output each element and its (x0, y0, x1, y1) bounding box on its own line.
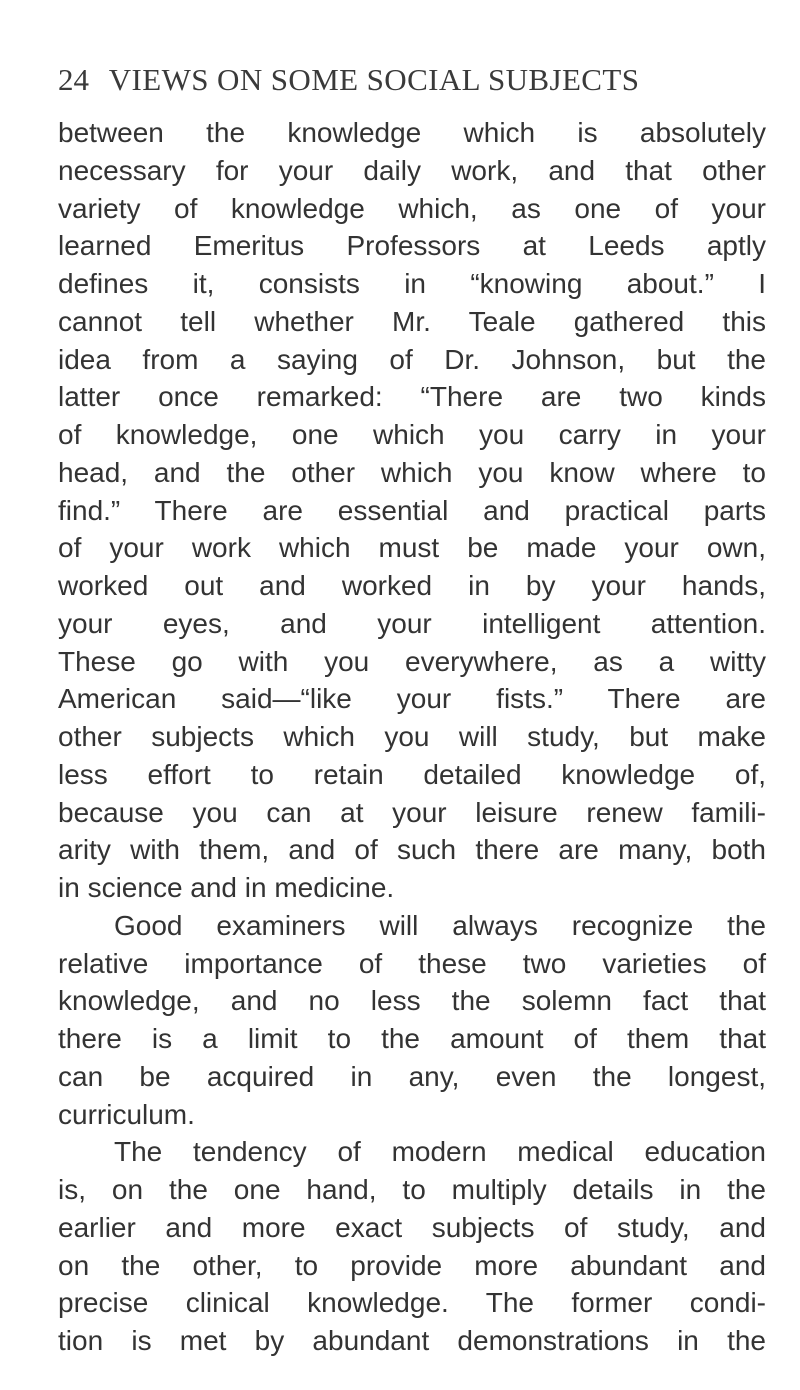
page-number: 24 (58, 62, 89, 97)
text-line: because you can at your leisure renew famili- (58, 796, 766, 828)
text-line: between the knowledge which is absolutely (58, 117, 766, 148)
text-line: earlier and more exact subjects of study, and (58, 1211, 766, 1243)
text-line: curriculum. (58, 1098, 195, 1130)
text-line: other subjects which you will study, but make (58, 721, 766, 752)
text-line: tion is met by abundant demonstrations in the (58, 1325, 766, 1356)
text-line: less effort to retain detailed knowledge of, (58, 758, 766, 790)
text-line: there is a limit to the amount of them that (58, 1023, 766, 1054)
text-line: cannot tell whether Mr. Teale gathered this (58, 305, 766, 337)
text-line: on the other, to provide more abundant and (58, 1249, 766, 1281)
body-text (58, 114, 766, 1360)
text-line: variety of knowledge which, as one of your (58, 192, 766, 224)
text-line: defines it, consists in “knowing about.” I (58, 268, 766, 299)
text-line: Good examiners will always recognize the (114, 909, 766, 941)
text-line: your eyes, and your intelligent attention. (58, 607, 766, 639)
text-line: find.” There are essential and practical parts (58, 494, 766, 526)
running-head (58, 60, 758, 100)
text-line: learned Emeritus Professors at Leeds aptly (58, 230, 766, 262)
text-line: latter once remarked: “There are two kinds (58, 381, 766, 413)
text-line: can be acquired in any, even the longest, (58, 1060, 766, 1092)
text-line: of knowledge, one which you carry in your (58, 419, 766, 450)
text-line: is, on the one hand, to multiply details in the (58, 1174, 766, 1205)
text-line: relative importance of these two varieties of (58, 947, 766, 979)
text-line: in science and in medicine. (58, 872, 395, 903)
text-line: arity with them, and of such there are many, both (58, 834, 766, 866)
text-line: necessary for your daily work, and that other (58, 154, 766, 186)
text-line: idea from a saying of Dr. Johnson, but the (58, 343, 766, 375)
text-line: knowledge, and no less the solemn fact that (58, 985, 766, 1017)
text-line: head, and the other which you know where to (58, 456, 766, 488)
text-line: worked out and worked in by your hands, (58, 570, 766, 601)
text-line: precise clinical knowledge. The former condi- (58, 1287, 766, 1319)
running-head-title: VIEWS ON SOME SOCIAL SUBJECTS (108, 62, 640, 97)
text-line: American said—“like your fists.” There are (58, 683, 766, 715)
text-line: of your work which must be made your own, (58, 532, 766, 564)
text-line: These go with you everywhere, as a witty (58, 645, 766, 677)
text-line: The tendency of modern medical education (114, 1136, 766, 1168)
